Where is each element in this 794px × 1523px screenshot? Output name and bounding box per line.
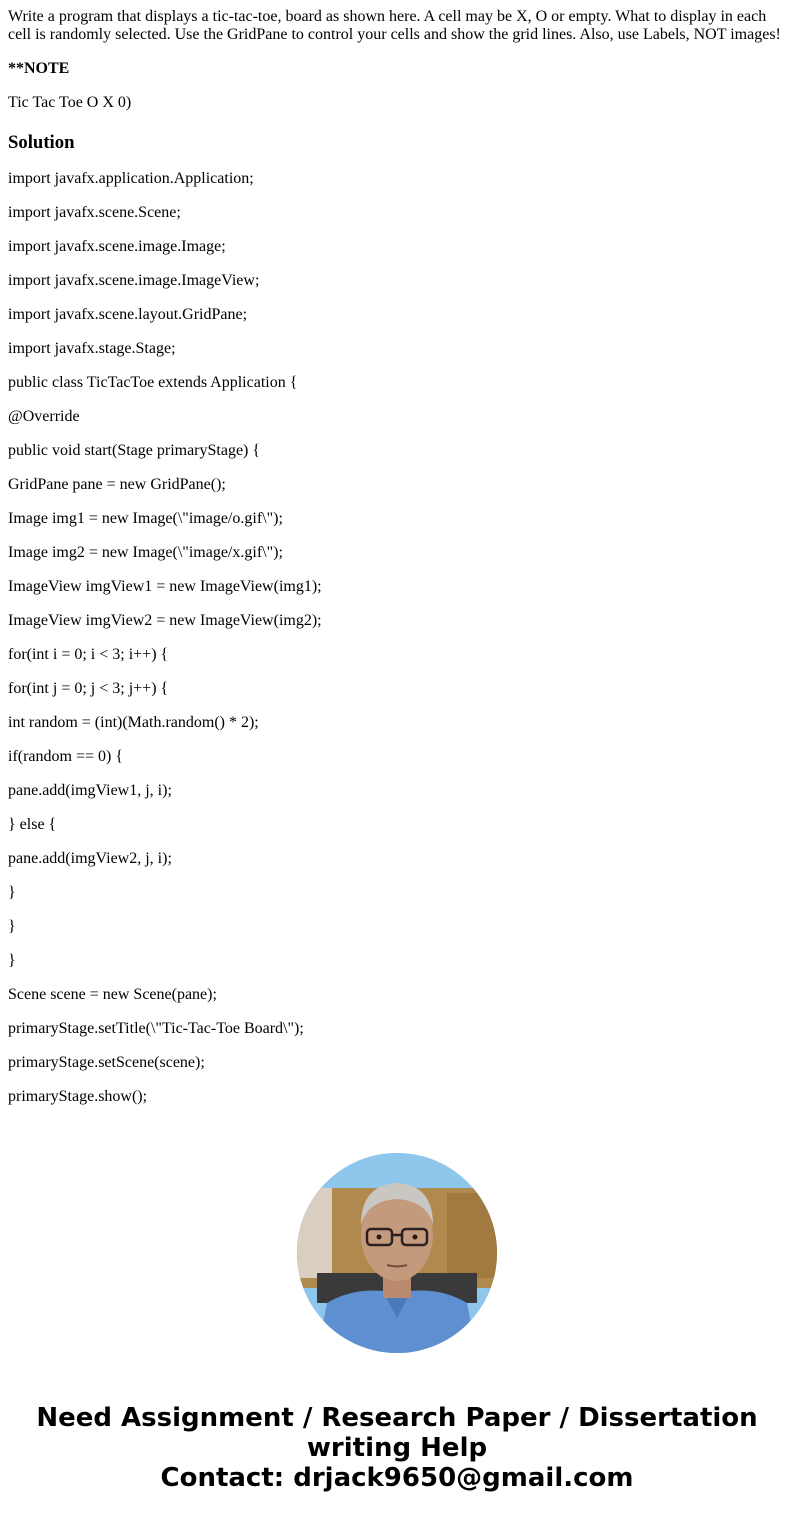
code-line: primaryStage.show(); [8, 1088, 148, 1105]
code-line: for(int i = 0; i < 3; i++) { [8, 646, 169, 663]
code-block [8, 170, 786, 1106]
code-line: public class TicTacToe extends Application { [8, 374, 298, 391]
code-line: } [8, 884, 16, 901]
code-line: for(int j = 0; j < 3; j++) { [8, 680, 169, 697]
document-body [8, 8, 786, 1106]
code-line: if(random == 0) { [8, 748, 124, 765]
code-line: public void start(Stage primaryStage) { [8, 442, 261, 459]
author-photo [297, 1153, 497, 1353]
code-line: import javafx.scene.image.Image; [8, 238, 226, 255]
code-line: @Override [8, 408, 80, 425]
footer-line-1: Need Assignment / Research Paper / Dissertation [36, 1403, 758, 1433]
code-line: pane.add(imgView1, j, i); [8, 782, 172, 799]
code-line: } else { [8, 816, 57, 833]
code-line: import javafx.scene.image.ImageView; [8, 272, 260, 289]
code-line: import javafx.scene.Scene; [8, 204, 181, 221]
solution-heading: Solution [8, 132, 75, 153]
code-line: } [8, 918, 16, 935]
footer-contact: Contact: drjack9650@gmail.com [160, 1463, 634, 1493]
footer-line-2: writing Help [306, 1433, 488, 1463]
code-line: GridPane pane = new GridPane(); [8, 476, 226, 493]
code-line: ImageView imgView1 = new ImageView(img1); [8, 578, 322, 595]
footer-banner [0, 1403, 794, 1493]
code-line: ImageView imgView2 = new ImageView(img2); [8, 612, 322, 629]
note-text: Tic Tac Toe O X 0) [8, 94, 132, 111]
code-line: pane.add(imgView2, j, i); [8, 850, 172, 867]
code-line: Image img2 = new Image(\"image/x.gif\"); [8, 544, 283, 561]
code-line: } [8, 952, 16, 969]
code-line: import javafx.scene.layout.GridPane; [8, 306, 248, 323]
question-text: Write a program that displays a tic-tac-toe, board as shown here. A cell may be X, O or empty. What to display in each cell is randomly selected. Use the GridPane to control your cells and show the grid lines. Also, use Labels, NOT images! [8, 8, 781, 43]
note-label: **NOTE [8, 60, 70, 77]
code-line: primaryStage.setTitle(\"Tic-Tac-Toe Board\"); [8, 1020, 304, 1037]
code-line: import javafx.application.Application; [8, 170, 254, 187]
person-portrait-icon [297, 1153, 497, 1353]
code-line: int random = (int)(Math.random() * 2); [8, 714, 259, 731]
code-line: primaryStage.setScene(scene); [8, 1054, 205, 1071]
code-line: import javafx.stage.Stage; [8, 340, 176, 357]
code-line: Image img1 = new Image(\"image/o.gif\"); [8, 510, 283, 527]
code-line: Scene scene = new Scene(pane); [8, 986, 217, 1003]
